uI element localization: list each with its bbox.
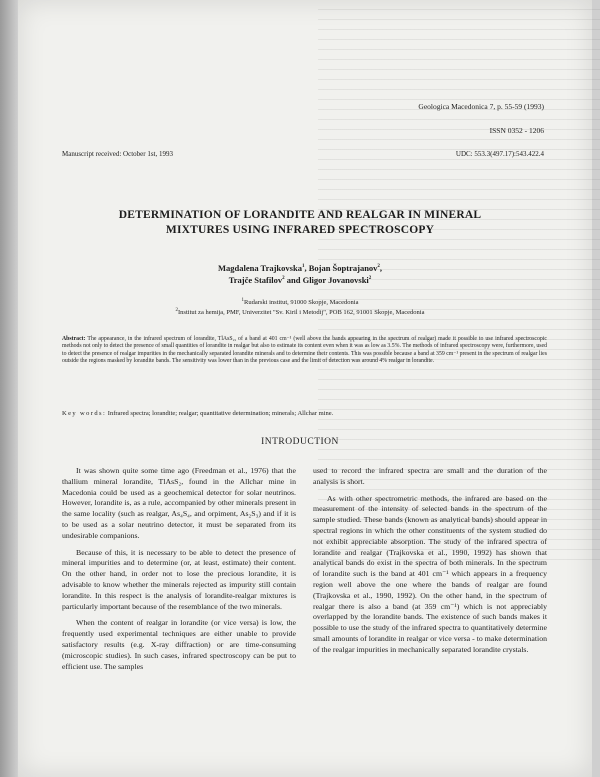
affiliation-1-sup: 1 [241, 297, 245, 303]
abstract [62, 336, 547, 366]
paragraph: It was shown quite some time ago (Freedman et al., 1976) that the thallium mineral lorandite, TlAsS₂, found in the Allchar mine in Macedonia could be used as a geochemical detector for solar neutrinos. However, lorandite is, as a rule, accompanied by other minerals present in the same locality (such as realgar, As₄S₄, and orpiment, As₂S₃) and if it is to be used as a solar neutrino detector, it must be separated from its undesirable companions. [62, 466, 296, 540]
paper-title [80, 208, 520, 238]
author-2-sup: 2 [377, 264, 380, 270]
issn: ISSN 0352 - 1206 [489, 126, 544, 135]
introduction-left-column [62, 466, 296, 678]
journal-citation: Geologica Macedonica 7, p. 55-59 (1993) [418, 102, 544, 111]
affiliation-2: Institut za hemija, PMF, Univerzitet "Sv. Kiril i Metodij", POB 162, 91001 Skopje, Macedonia [178, 309, 425, 316]
affiliation-2-sup: 2 [175, 307, 179, 313]
keywords [62, 409, 547, 418]
abstract-label: Abstract: [62, 336, 86, 342]
author-4-sup: 2 [368, 276, 372, 282]
title-line-1: DETERMINATION OF LORANDITE AND REALGAR IN MINERAL [118, 209, 482, 221]
affiliations [100, 298, 500, 318]
section-heading-introduction: INTRODUCTION [261, 437, 339, 447]
title-line-2: MIXTURES USING INFRARED SPECTROSCOPY [165, 224, 435, 236]
author-2: , Bojan Šoptrajanov [304, 263, 378, 273]
scan-margin [0, 0, 18, 777]
keywords-text: Infrared spectra; lorandite; realgar; quantitative determination; minerals; Allchar mine. [107, 410, 334, 417]
abstract-text: The appearance, in the infrared spectrum of lorandite, TlAsS₂, of a band at 401 cm⁻¹ (well above the bands appearing in the spectrum of realgar) made it possible to use infrared spectroscopic methods not only to detect the presence of small quantities of lorandite in realgar but also to estimate its content even when it was as low as 3.5%. The methods of infrared spectroscopy were, furthermore, used to detect the presence of realgar impurities in the mechanically separated lorandite minerals and to determine their contents. This was possible because a band at 359 cm⁻¹ present in the spectrum of realgar lies outside the regions masked by lorandite bands. The sensitivity was lower than in the previous case and the limit of detection was around 4% realgar in lorandite. [62, 336, 547, 365]
affiliation-1: Rudarski institut, 91000 Skopje, Macedonia [244, 299, 359, 306]
paragraph: When the content of realgar in lorandite (or vice versa) is low, the frequently used experimental techniques are either unable to provide satisfactory results (e.g. X-ray diffraction) or are time-consuming (microscopic studies). In such cases, infrared spectroscopy can be put to efficient use. The samples [62, 618, 296, 671]
keywords-label: Key words: [62, 410, 107, 417]
author-1: Magdalena Trajkovska [217, 263, 302, 273]
udc-code: UDC: 553.3(497.17):543.422.4 [455, 150, 544, 158]
author-3: Trajče Stafilov [228, 275, 283, 285]
introduction-right-column [313, 466, 547, 662]
author-1-sup: 1 [301, 264, 305, 270]
manuscript-received: Manuscript received: October 1st, 1993 [62, 150, 173, 158]
paragraph: Because of this, it is necessary to be able to detect the presence of mineral impurities and to determine (or, at least, estimate) their content. On the other hand, in order not to lose the precious lorandite, it is advisable to know whether the minerals rejected as impurity still contain lorandite. In this respect is the analysis of lorandite-realgar mixtures is particularly important because of the resemblance of the two minerals. [62, 547, 296, 611]
author-4: and Gligor Jovanovski [284, 275, 369, 285]
author-3-sup: 2 [282, 276, 285, 282]
paragraph-continued: used to record the infrared spectra are small and the duration of the analysis is short. [313, 466, 547, 486]
author-list: Magdalena Trajkovska$^1$, Bojan Šoptrajanov$^2$, Trajče Stafilov$^2$ and Gligor Jovanovski$^2$ [217, 263, 383, 285]
paragraph: As with other spectrometric methods, the infrared are based on the measurement of the intensity of selected bands in the spectrum of the sample studied. These bands (known as analytical bands) should appear in spectral regions in which the other constituents of the system studied do not exhibit appreciable absorption. The study of the infrared spectra of lorandite and realgar (Trajkovska et al., 1990, 1992) has shown that analytical bands do exist in the spectra of both minerals. In the spectrum of lorandite such is the band at 401 cm⁻¹ which appears in a frequency region well above the one where the bands of realgar are found (Trajkovska et al., 1990, 1992). On the other hand, in the spectrum of realgar there is also a band (at 359 cm⁻¹) which is not appreciably overlapped by the lorandite bands. The existence of such bands makes it possible to use the study of the infrared spectra to quantitatively determine small amounts of lorandite in realgar or vice versa - to make determination of the realgar impurities in mechanically separated lorandite crystals. [313, 493, 547, 654]
